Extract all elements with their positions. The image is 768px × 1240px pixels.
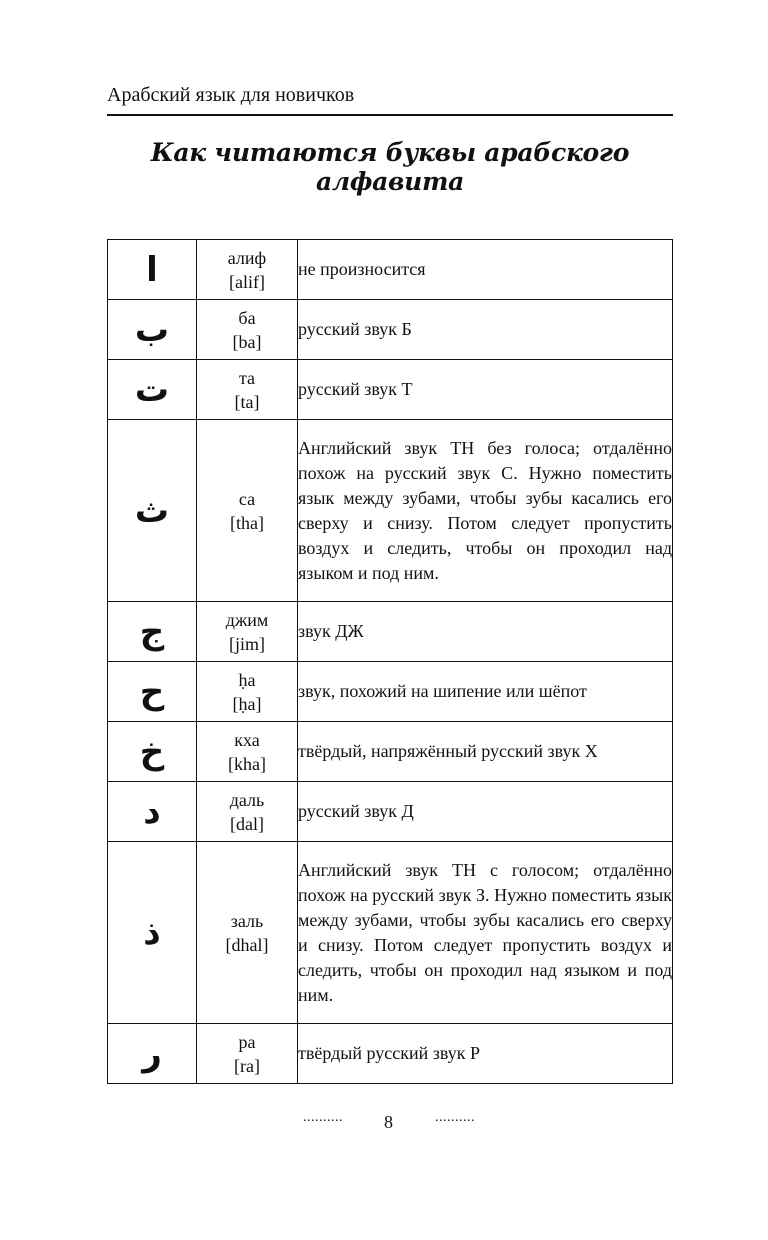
letter-name-cell: [197, 240, 298, 300]
pronunciation-description: твёрдый, напряжённый русский звук Х: [298, 741, 598, 761]
alphabet-table: [107, 239, 673, 1084]
letter-name-cell: [197, 360, 298, 420]
running-header: [107, 84, 673, 116]
pronunciation-cell: [298, 842, 673, 1024]
letter-name-cell: [197, 420, 298, 602]
letter-name-cell: [197, 662, 298, 722]
footer-dots-right: ..........: [435, 1110, 475, 1125]
letter-transliteration: [ta]: [234, 391, 260, 412]
letter-name: даль: [229, 789, 265, 810]
pronunciation-cell: [298, 782, 673, 842]
table-row: [108, 240, 673, 300]
footer-dots-left: ..........: [303, 1110, 343, 1125]
letter-name: заль: [230, 910, 264, 931]
table-row: [108, 662, 673, 722]
pronunciation-description: не произносится: [298, 259, 426, 279]
arabic-letter: ذ: [108, 842, 197, 1024]
arabic-letter: ا: [108, 240, 197, 300]
table-row: [108, 300, 673, 360]
table-row: [108, 602, 673, 662]
page-footer: [0, 1110, 768, 1140]
arabic-letter: ت: [108, 360, 197, 420]
letter-name-cell: [197, 602, 298, 662]
running-title: Арабский язык для новичков: [107, 84, 355, 106]
letter-name: джим: [225, 609, 269, 630]
letter-transliteration: [ra]: [234, 1055, 260, 1076]
letter-name-cell: [197, 722, 298, 782]
letter-name: та: [238, 367, 256, 388]
letter-name-cell: [197, 842, 298, 1024]
pronunciation-description: звук, похожий на шипение или шёпот: [298, 681, 587, 701]
pronunciation-description: Английский звук TH с голосом; отдалённо похож на русский звук З. Нужно поместить язык между зубами, чтобы зубы касались его сверху и снизу. Потом следует пропустить воздух и следить, чтобы он проходил над языком и под ним.: [298, 859, 672, 1005]
pronunciation-description: русский звук Д: [298, 801, 414, 821]
table-row: [108, 722, 673, 782]
letter-name-cell: [197, 1024, 298, 1084]
pronunciation-cell: [298, 1024, 673, 1084]
letter-name: ḥa: [238, 669, 256, 690]
letter-transliteration: [dal]: [230, 813, 264, 834]
letter-transliteration: [kha]: [228, 753, 266, 774]
letter-transliteration: [tha]: [230, 512, 264, 533]
pronunciation-cell: [298, 602, 673, 662]
pronunciation-description: Английский звук TH без голоса; отдалённо похож на русский звук С. Нужно поместить язык между зубами, чтобы зубы касались его сверху и снизу. Потом следует пропустить воздух и следить, чтобы он проходил над языком и под ним.: [298, 437, 672, 583]
arabic-letter: ث: [108, 420, 197, 602]
arabic-letter: ح: [108, 662, 197, 722]
table-row: [108, 842, 673, 1024]
letter-transliteration: [alif]: [229, 271, 265, 292]
letter-transliteration: [jim]: [229, 633, 265, 654]
arabic-letter: ر: [108, 1024, 197, 1084]
pronunciation-cell: [298, 240, 673, 300]
arabic-letter: ج: [108, 602, 197, 662]
pronunciation-description: звук ДЖ: [298, 621, 364, 641]
letter-transliteration: [ḥa]: [232, 693, 262, 714]
arabic-letter: د: [108, 782, 197, 842]
pronunciation-cell: [298, 300, 673, 360]
page-number: 8: [384, 1112, 393, 1132]
letter-name: кха: [234, 729, 260, 750]
letter-transliteration: [ba]: [232, 331, 262, 352]
pronunciation-description: твёрдый русский звук Р: [298, 1043, 481, 1063]
letter-name: ра: [238, 1031, 256, 1052]
letter-name: ба: [238, 307, 256, 328]
letter-name: алиф: [227, 247, 267, 268]
pronunciation-description: русский звук Б: [298, 319, 412, 339]
pronunciation-cell: [298, 722, 673, 782]
table-row: [108, 1024, 673, 1084]
pronunciation-cell: [298, 360, 673, 420]
letter-transliteration: [dhal]: [225, 934, 269, 955]
arabic-letter: ب: [108, 300, 197, 360]
letter-name-cell: [197, 300, 298, 360]
letter-name-cell: [197, 782, 298, 842]
pronunciation-description: русский звук Т: [298, 379, 413, 399]
pronunciation-cell: [298, 420, 673, 602]
table-row: [108, 360, 673, 420]
pronunciation-cell: [298, 662, 673, 722]
letter-name: са: [238, 488, 256, 509]
table-row: [108, 420, 673, 602]
arabic-letter: خ: [108, 722, 197, 782]
table-row: [108, 782, 673, 842]
page-title: Как читаются буквы арабского алфавита: [150, 138, 630, 196]
